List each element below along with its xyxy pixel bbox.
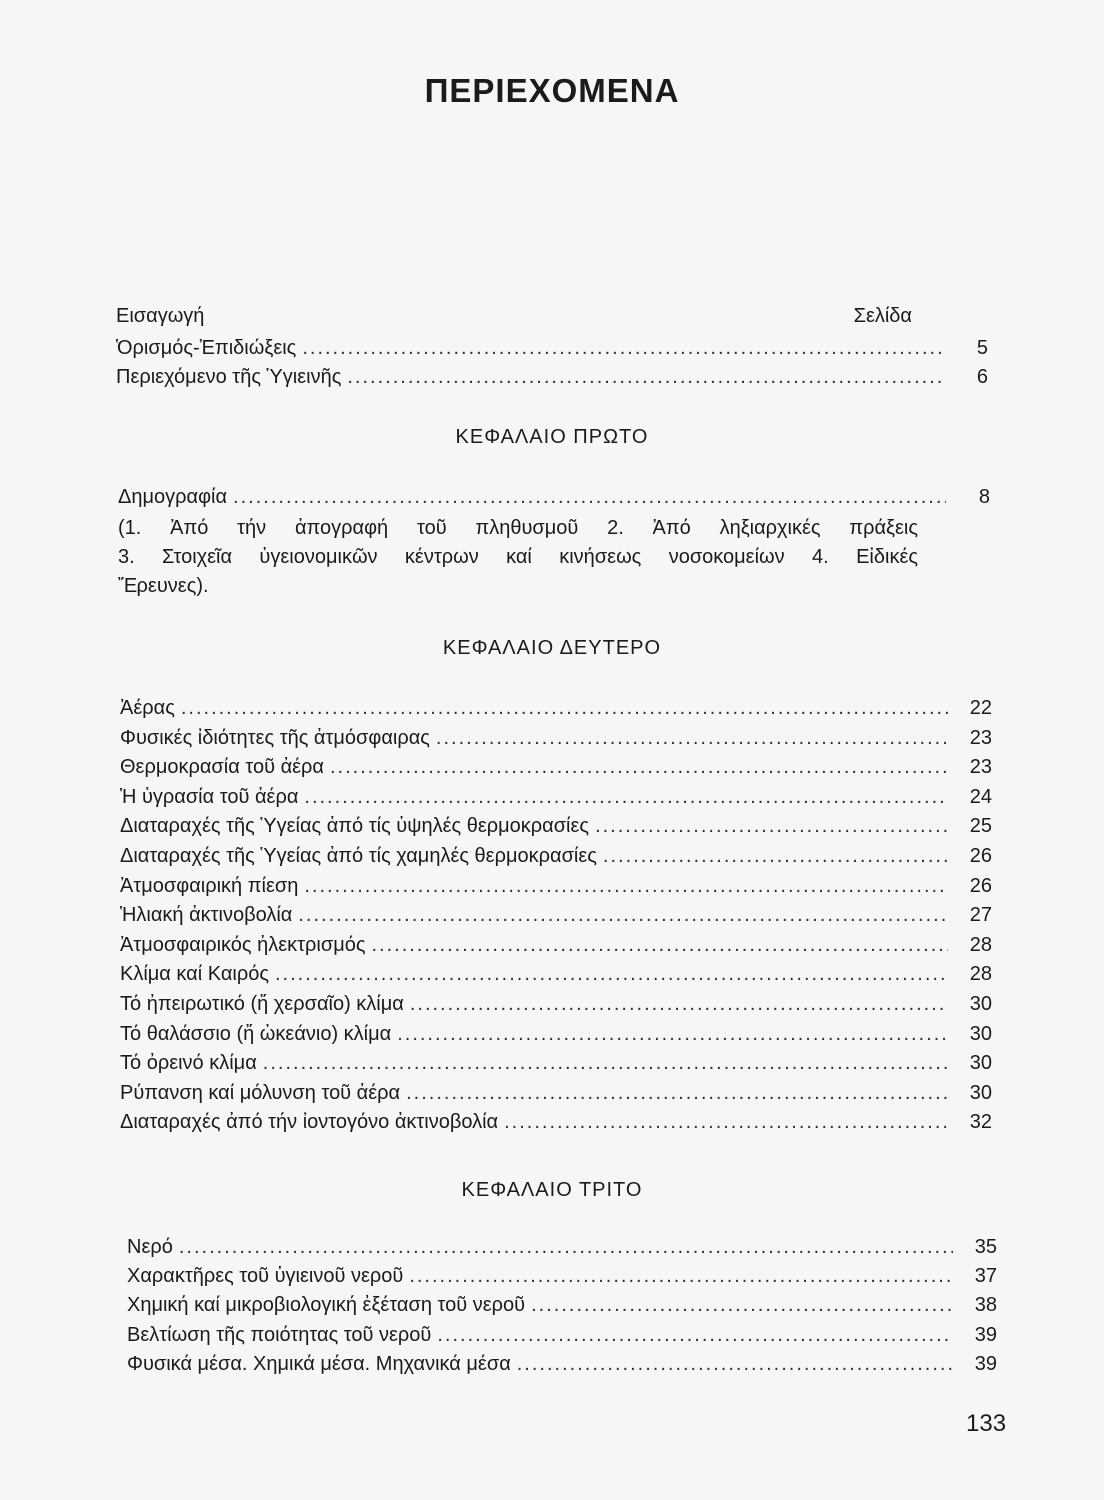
- leader-dots: [263, 1052, 948, 1075]
- subtopics-line: 3. Στοιχεῖα ὑγειονομικῶν κέντρων καί κινήσεως νοσοκομείων 4. Εἰδικές: [118, 546, 918, 568]
- toc-entry-label: Χαρακτῆρες τοῦ ὑγιεινοῦ νεροῦ: [127, 1265, 404, 1288]
- toc-entry-label: Κλίμα καί Καιρός: [120, 963, 269, 986]
- toc-entry: [127, 1324, 997, 1347]
- toc-entry: [120, 697, 992, 720]
- toc-entry: [116, 337, 988, 360]
- leader-dots: [330, 756, 948, 779]
- toc-entry-label: Φυσικά μέσα. Χημικά μέσα. Μηχανικά μέσα: [127, 1352, 511, 1375]
- toc-entry: [127, 1294, 997, 1317]
- toc-entry-label: Τό ὀρεινό κλίμα: [120, 1052, 257, 1075]
- toc-entry-label: Ἀτμοσφαιρική πίεση: [120, 874, 299, 897]
- toc-entry: [120, 875, 992, 898]
- leader-dots: [603, 845, 948, 868]
- toc-entry-page: 28: [969, 963, 992, 986]
- toc-entry-page: 23: [969, 726, 992, 749]
- toc-entry-page: 26: [969, 845, 992, 867]
- toc-entry: [118, 486, 990, 509]
- toc-entry-page: 23: [969, 756, 992, 779]
- toc-entry-label: Θερμοκρασία τοῦ ἀέρα: [120, 756, 324, 779]
- toc-entry: [120, 727, 992, 750]
- toc-entry-page: 39: [974, 1323, 997, 1346]
- toc-entry: [116, 366, 988, 389]
- leader-dots: [304, 875, 948, 898]
- toc-entry-page: 6: [976, 366, 988, 388]
- leader-dots: [275, 963, 948, 986]
- leader-dots: [397, 1023, 948, 1046]
- leader-dots: [436, 727, 948, 750]
- leader-dots: [406, 1082, 948, 1105]
- page-number: 133: [966, 1410, 1007, 1437]
- leader-dots: [372, 934, 949, 957]
- leader-dots: [179, 1236, 953, 1259]
- toc-entry: [120, 934, 992, 957]
- leader-dots: [233, 486, 946, 509]
- chapter-heading: ΚΕΦΑΛΑΙΟ ΠΡΩΤΟ: [455, 426, 649, 448]
- toc-entry-label: Ἀέρας: [120, 697, 175, 719]
- toc-entry-label: Τό θαλάσσιο (ἤ ὠκεάνιο) κλίμα: [120, 1022, 392, 1045]
- toc-entry: [120, 1052, 992, 1075]
- toc-entry-page: 32: [969, 1111, 992, 1134]
- toc-entry-page: 24: [969, 785, 992, 808]
- toc-entry-page: 30: [969, 993, 992, 1015]
- subtopics-line: (1. Ἀπό τήν ἀπογραφή τοῦ πληθυσμοῦ 2. Ἀπό ληξιαρχικές πράξεις: [118, 517, 918, 539]
- toc-entry-label: Βελτίωση τῆς ποιότητας τοῦ νεροῦ: [127, 1323, 432, 1346]
- toc-entry-label: Ρύπανση καί μόλυνση τοῦ ἀέρα: [120, 1081, 401, 1104]
- toc-entry: [120, 815, 992, 838]
- leader-dots: [410, 993, 948, 1016]
- toc-entry-label: Δημογραφία: [118, 486, 228, 508]
- leader-dots: [531, 1294, 953, 1317]
- toc-entry-page: 8: [978, 486, 990, 508]
- leader-dots: [298, 904, 948, 927]
- subtopics-line: Ἔρευνες).: [118, 575, 209, 597]
- toc-entry-label: Φυσικές ἰδιότητες τῆς ἀτμόσφαιρας: [120, 726, 430, 749]
- toc-entry-page: 39: [974, 1352, 997, 1375]
- toc-entry-label: Ἡλιακή ἀκτινοβολία: [120, 904, 293, 927]
- leader-dots: [437, 1324, 953, 1347]
- leader-dots: [517, 1353, 953, 1376]
- toc-entry: [120, 1082, 992, 1105]
- toc-entry: [120, 1023, 992, 1046]
- page-title: ΠΕΡΙΕΧΟΜΕΝΑ: [424, 72, 680, 109]
- toc-entry-page: 30: [969, 1052, 992, 1075]
- toc-entry: [127, 1353, 997, 1376]
- leader-dots: [302, 337, 944, 360]
- leader-dots: [595, 815, 948, 838]
- toc-entry-label: Τό ἠπειρωτικό (ἤ χερσαῖο) κλίμα: [120, 993, 404, 1015]
- toc-entry-label: Διαταραχές ἀπό τήν ἰοντογόνο ἀκτινοβολία: [120, 1111, 499, 1134]
- leader-dots: [409, 1265, 953, 1288]
- toc-entry-page: 27: [969, 904, 992, 927]
- toc-entry: [120, 963, 992, 986]
- toc-entry-label: Νερό: [127, 1236, 173, 1258]
- toc-entry: [127, 1265, 997, 1288]
- toc-entry-page: 30: [969, 1022, 992, 1045]
- toc-entry: [120, 756, 992, 779]
- leader-dots: [347, 366, 944, 389]
- chapter-heading: ΚΕΦΑΛΑΙΟ ΔΕΥΤΕΡΟ: [442, 637, 662, 659]
- toc-entry-label: Διαταραχές τῆς Ὑγείας ἀπό τίς χαμηλές θερμοκρασίες: [120, 845, 597, 867]
- toc-entry-label: Ὁρισμός-Ἐπιδιώξεις: [116, 337, 297, 359]
- toc-entry-page: 26: [969, 874, 992, 897]
- intro-heading: Εισαγωγή: [116, 305, 205, 327]
- toc-entry-page: 35: [974, 1236, 997, 1258]
- toc-entry: [127, 1236, 997, 1259]
- toc-entry-page: 5: [976, 337, 988, 359]
- toc-entry: [120, 845, 992, 868]
- toc-entry: [120, 786, 992, 809]
- toc-entry-page: 22: [969, 697, 992, 719]
- chapter1-subtopics: [118, 514, 918, 601]
- toc-entry: [120, 993, 992, 1016]
- toc-entry-page: 30: [969, 1081, 992, 1104]
- toc-entry-label: Ἀτμοσφαιρικός ἠλεκτρισμός: [120, 933, 366, 956]
- toc-entry: [120, 904, 992, 927]
- toc-entry-page: 37: [974, 1265, 997, 1288]
- toc-entry-page: 28: [969, 933, 992, 956]
- chapter-heading: ΚΕΦΑΛΑΙΟ ΤΡΙΤΟ: [461, 1179, 643, 1201]
- leader-dots: [504, 1111, 948, 1134]
- leader-dots: [304, 786, 948, 809]
- toc-entry-label: Χημική καί μικροβιολογική ἐξέταση τοῦ νεροῦ: [127, 1294, 526, 1317]
- toc-entry-label: Διαταραχές τῆς Ὑγείας ἀπό τίς ὑψηλές θερμοκρασίες: [120, 815, 590, 838]
- toc-entry-label: Ἡ ὑγρασία τοῦ ἀέρα: [120, 785, 299, 808]
- leader-dots: [181, 697, 948, 720]
- toc-entry-page: 25: [969, 815, 992, 838]
- page-column-label: Σελίδα: [853, 305, 912, 327]
- toc-entry-page: 38: [974, 1294, 997, 1317]
- intro-header: [116, 305, 912, 328]
- toc-entry: [120, 1111, 992, 1134]
- toc-entry-label: Περιεχόμενο τῆς Ὑγιεινῆς: [116, 366, 342, 388]
